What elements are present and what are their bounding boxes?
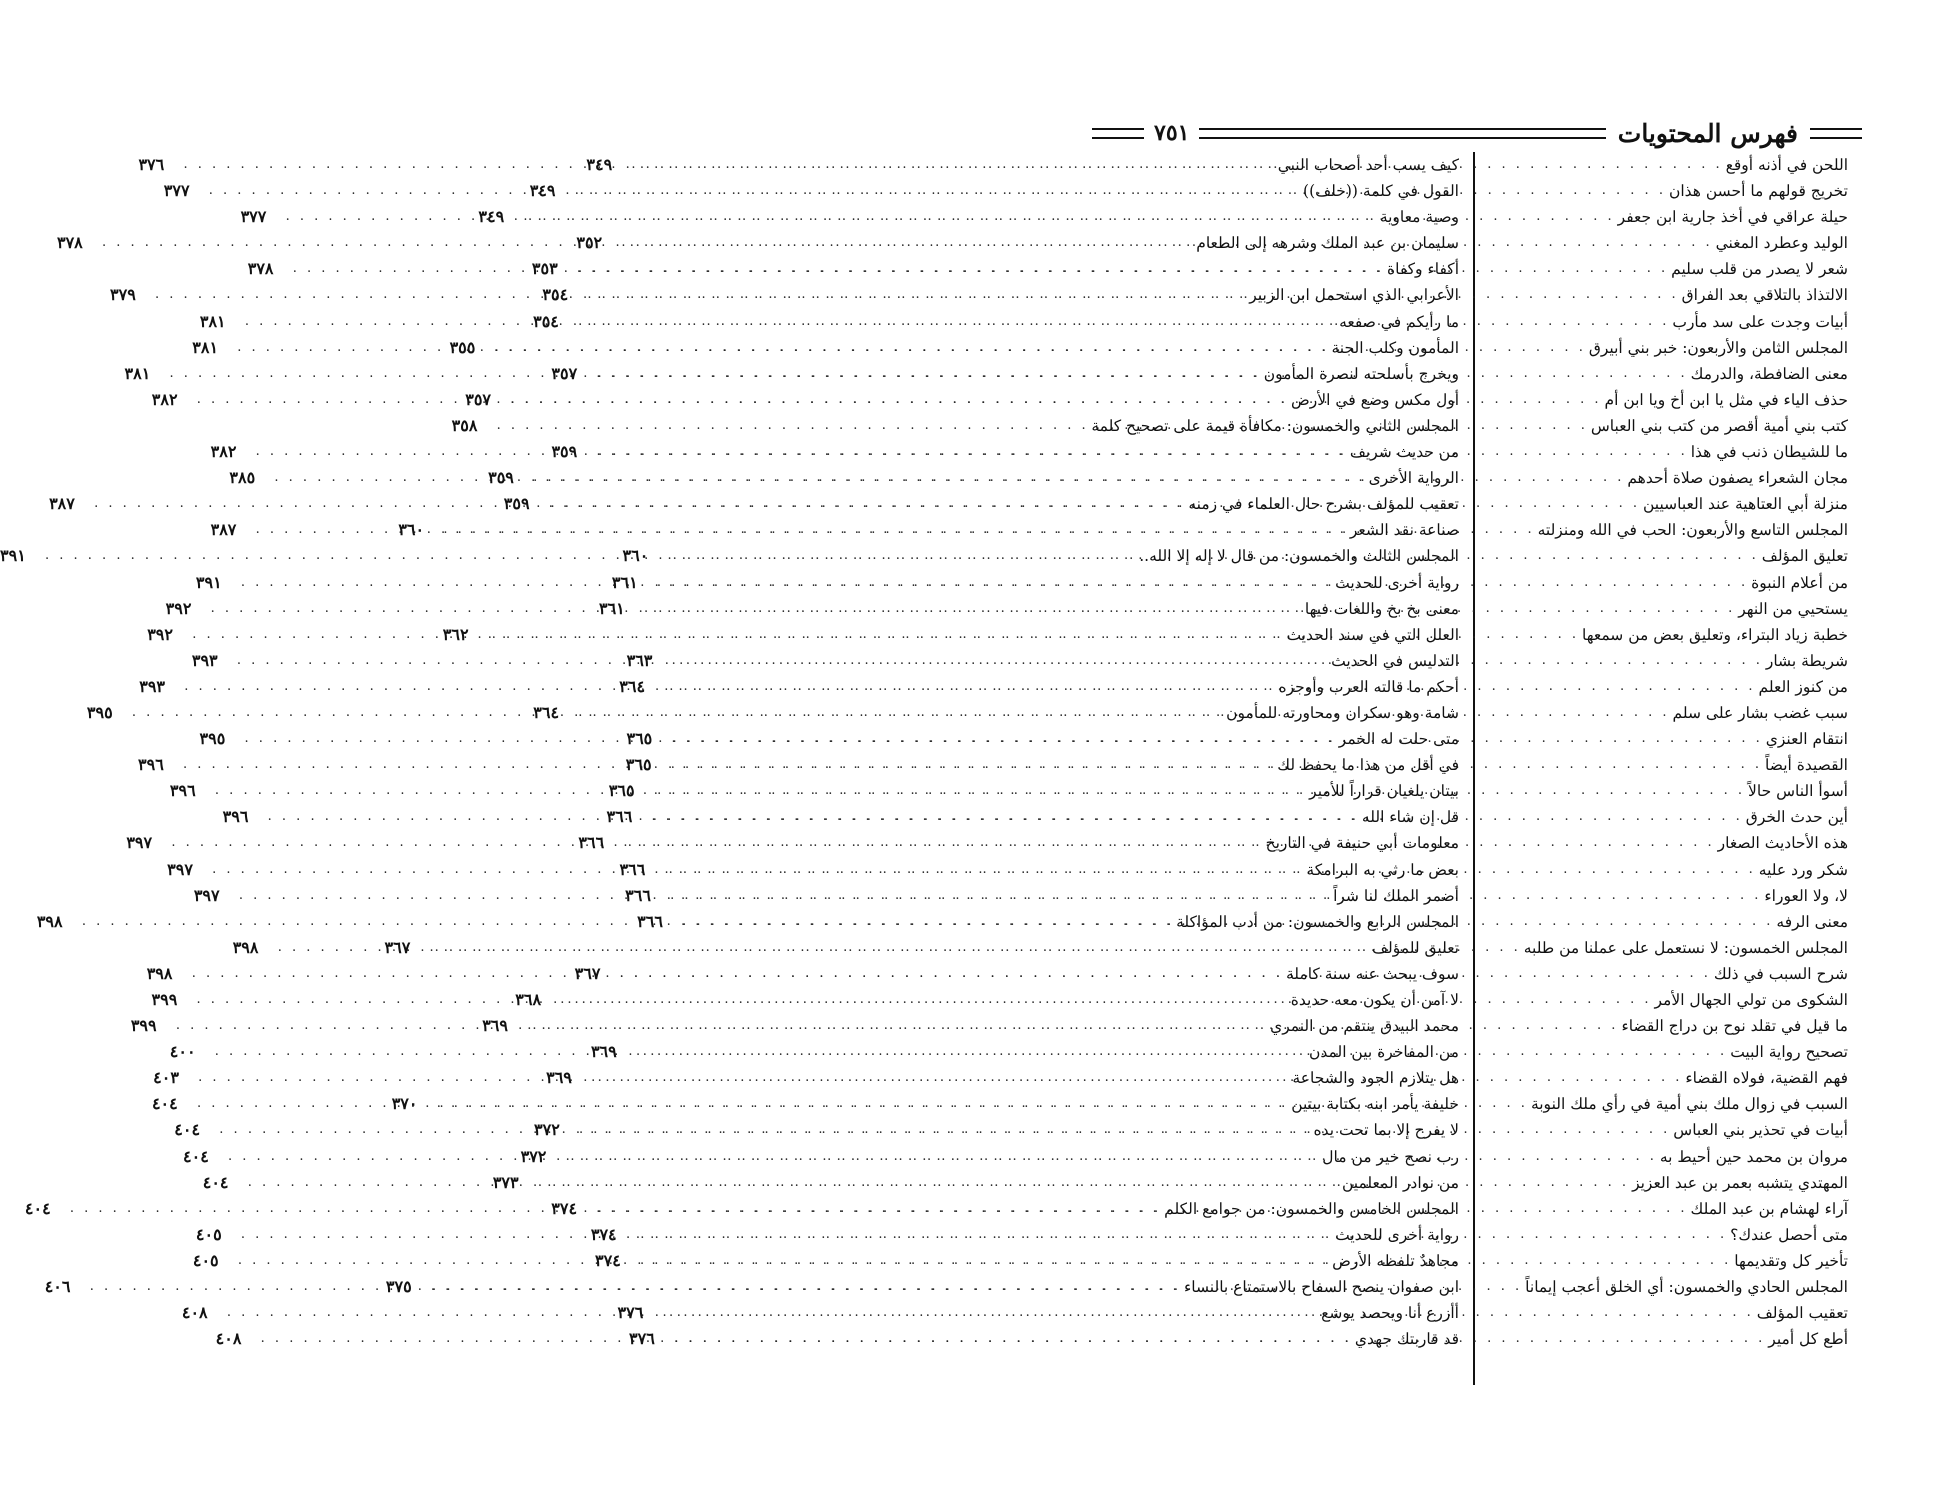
header-rule-middle	[1199, 128, 1605, 139]
toc-entry-title: وصية معاوية	[1379, 208, 1459, 227]
toc-entry-title: لا آمن أن يكون معه حديدة	[1290, 991, 1459, 1009]
toc-entry-page: ٣٥٢	[576, 233, 603, 253]
toc-entry-page: ٣٦٥	[625, 755, 652, 775]
toc-entry-title: شامة وهو سكران ومحاورته للمأمون	[1226, 703, 1459, 722]
toc-entry-page: ٣٥٨	[451, 415, 478, 435]
toc-entry-page: ٣٦٥	[626, 729, 653, 749]
toc-entry-title: شريطة بشار	[1765, 651, 1848, 670]
toc-entry-title: المجلس الرابع والخمسون: من أدب المؤاكلة	[1176, 912, 1459, 931]
toc-entry-title: لا، ولا العوراء	[1764, 886, 1848, 905]
toc-leader-dots	[42, 543, 1139, 569]
toc-leader-dots	[242, 726, 1339, 752]
toc-entry-title: مجاهدٌ تلفظه الأرض	[1332, 1251, 1459, 1270]
toc-entry-title: تعليق للمؤلف	[1371, 938, 1459, 957]
toc-leader-dots	[67, 1196, 1164, 1222]
toc-entry-page: ٤٠٥	[195, 1224, 222, 1244]
page-number: ٧٥١	[1154, 120, 1190, 146]
toc-entry-title: القصيدة أيضاً	[1765, 756, 1848, 775]
toc-entry-page: ٣٥٩	[488, 468, 514, 488]
toc-entry-page: ٣٧٩	[110, 285, 136, 305]
toc-entry-title: أأزرع أنا ويحصد يوشع	[1321, 1304, 1459, 1323]
toc-entry-page: ٣٦٦	[637, 911, 663, 931]
toc-entry-title: ما رأيكم في صفعه	[1339, 312, 1459, 331]
toc-entry-page: ٣٤٩	[529, 181, 556, 201]
toc-entry-title: هل يتلازم الجود والشجاعة	[1292, 1069, 1459, 1088]
toc-entry-title: الأعرابي الذي استحمل ابن الزبير	[1249, 286, 1459, 305]
toc-entry-page: ٤٠٥	[192, 1250, 219, 1270]
toc-entry-title: سوف يبحث عنه سنة كاملة	[1285, 964, 1459, 983]
toc-entry-page: ٣٧٦	[617, 1303, 644, 1323]
toc-entry-title: اللحن في أذنه أوقع	[1725, 156, 1848, 174]
toc-leader-dots	[242, 309, 1339, 335]
toc-entry-title: شرح السبب في ذلك	[1713, 964, 1848, 983]
toc-entry-title: من حديث شريف	[1349, 443, 1459, 462]
toc-entry-page: ٣٦٧	[574, 963, 601, 983]
toc-entry-page: ٤٠٤	[174, 1120, 201, 1140]
toc-entry-page: ٣٩٧	[126, 833, 153, 853]
toc-entry-title: السبب في زوال ملك بني أمية في رأي ملك النوبة	[1530, 1095, 1848, 1114]
toc-entry-page: ٣٦٩	[482, 1016, 508, 1036]
header-rule-right	[1810, 128, 1862, 139]
toc-entry-title: المجلس الثاني والخمسون: مكافأة قيمة على تصحيح كلمة	[1091, 416, 1459, 435]
toc-entry-title: لا يفرح إلا بما تحت يده	[1313, 1121, 1459, 1140]
toc-entry-page: ٣٦٠	[622, 546, 649, 566]
toc-entry-page: ٣٧٠	[391, 1094, 418, 1114]
toc-entry-page: ٣٤٩	[586, 155, 613, 174]
toc-entry-title: قد قاربتك جهدي	[1354, 1330, 1459, 1349]
toc-leader-dots	[238, 1222, 1335, 1248]
toc-entry-page: ٣٩٨	[232, 937, 259, 957]
toc-entry-page: ٣٩٩	[130, 1016, 157, 1036]
toc-entry-page: ٣٧٢	[534, 1120, 560, 1140]
toc-entry-page: ٣٨٥	[229, 468, 256, 488]
toc-entry-title: المهتدي يتشبه بعمر بن عبد العزيز	[1632, 1173, 1848, 1192]
toc-entry-page: ٣٩١	[0, 546, 26, 566]
toc-entry-page: ٣٦٧	[384, 937, 411, 957]
toc-entry-title: أسوأ الناس حالاً	[1748, 782, 1848, 801]
toc-entry-page: ٣٩٨	[146, 963, 173, 983]
toc-entry-page: ٤٠٤	[24, 1198, 51, 1218]
toc-columns	[0, 152, 1862, 1385]
toc-entry-page: ٣٦١	[598, 598, 625, 618]
toc-entry-page: ٣٩٧	[167, 859, 193, 879]
toc-leader-dots	[167, 361, 1264, 387]
toc-entry-page: ٣٦٤	[619, 676, 646, 696]
toc-entry-page: ٣٦٢	[442, 624, 469, 644]
toc-entry-title: أضمر الملك لنا شراً	[1333, 886, 1459, 905]
toc-entry-title: ابن صفوان ينصح السفاح بالاستمتاع بالنساء	[1183, 1278, 1459, 1297]
toc-leader-dots	[245, 1170, 1342, 1196]
toc-entry-title: رواية أخرى للحديث	[1335, 573, 1459, 592]
toc-entry-title: محمد البيدق ينتقم من النمري	[1270, 1017, 1459, 1036]
toc-entry-title: الشكوى من تولي الجهال الأمر	[1654, 991, 1848, 1009]
toc-entry-page: ٣٧٦	[138, 155, 165, 174]
toc-entry-page: ٣٦٥	[608, 781, 635, 801]
toc-leader-dots	[236, 883, 1333, 909]
toc-entry-page: ٣٦٦	[578, 833, 605, 853]
toc-entry-page: ٣٧٣	[492, 1172, 519, 1192]
toc-entry-page: ٣٥٥	[449, 337, 476, 357]
toc-entry-page: ٣٩١	[195, 572, 222, 592]
toc-leader-dots	[224, 1300, 1321, 1326]
toc-entry-title: حيلة عراقي في أخذ جارية ابن جعفر	[1617, 208, 1848, 227]
toc-entry-title: من نوادر المعلمين	[1341, 1173, 1459, 1192]
toc-leader-dots	[180, 152, 1277, 178]
toc-entry-page: ٣٥٤	[533, 311, 559, 331]
toc-entry-page: ٣٦٤	[533, 702, 560, 722]
toc-leader-dots	[253, 439, 1350, 465]
toc-leader-dots	[275, 935, 1372, 961]
toc-entry-page: ٣٦٦	[619, 859, 646, 879]
toc-entry-page: ٣٦٦	[606, 807, 633, 827]
toc-entry-page: ٣٩٦	[169, 781, 196, 801]
toc-entry-title: المجلس الخامس والخمسون: من جوامع الكلم	[1164, 1199, 1459, 1218]
toc-leader-dots	[206, 178, 1303, 204]
toc-leader-dots	[194, 987, 1291, 1013]
toc-entry-title: بعض ما رثي به البرامكة	[1306, 860, 1459, 879]
toc-entry-page: ٣٩٦	[138, 755, 164, 775]
toc-entry-page: ٣٧٥	[385, 1277, 412, 1297]
toc-entry-title: صناعة نقد الشعر	[1349, 521, 1459, 540]
toc-entry-page: ٣٨١	[124, 363, 151, 383]
toc-entry-title: تعليق المؤلف	[1761, 547, 1848, 566]
toc-entry-title: المجلس الحادي والخمسون: أي الخلق أعجب إيماناً	[1525, 1278, 1848, 1297]
toc-entry-title: معنى بخ بخ واللغات فيها	[1304, 599, 1459, 618]
toc-leader-dots	[208, 596, 1305, 622]
toc-entry-page: ٣٩٥	[199, 729, 226, 749]
toc-entry-title: سبب غضب بشار على سلم	[1672, 703, 1848, 722]
toc-leader-dots	[209, 857, 1306, 883]
toc-entry-title: شعر لا يصدر من قلب سليم	[1671, 260, 1848, 279]
toc-entry-title: التدليس في الحديث	[1331, 651, 1459, 670]
toc-entry-page: ٣٧٤	[551, 1198, 578, 1218]
toc-entry-title: أبيات وجدت على سد مأرب	[1672, 312, 1848, 331]
toc-entry-title: خطبة زياد البتراء، وتعليق بعض من سمعها	[1582, 625, 1848, 644]
toc-entry-title: في أقل من هذا ما يحفظ لك	[1277, 756, 1459, 775]
header-rule-left	[1092, 128, 1144, 139]
toc-entry-title: يستحيي من النهر	[1738, 599, 1848, 618]
toc-entry-title: بيتان يلغيان قراراً للأمير	[1309, 782, 1459, 801]
toc-entry-title: المجلس الثالث والخمسون: من قال لا إله إلا الله..	[1139, 547, 1459, 566]
toc-entry-title: الرواية الأخرى	[1368, 469, 1459, 488]
toc-entry-title: من المفاخرة بين المدن	[1309, 1043, 1459, 1062]
toc-entry-title: تأخير كل وتقديمها	[1734, 1251, 1848, 1270]
toc-leader-dots	[87, 1274, 1184, 1300]
toc-entry-page: ٣٩٧	[193, 885, 220, 905]
toc-entry-page: ٣٤٩	[478, 207, 505, 227]
toc-entry-title: قل إن شاء الله	[1361, 808, 1459, 827]
toc-leader-dots	[129, 700, 1226, 726]
toc-entry-title: أحكم ما قالته العرب وأوجزه	[1278, 677, 1459, 696]
toc-entry-page: ٣٦٠	[398, 520, 425, 540]
toc-leader-dots	[234, 648, 1331, 674]
toc-leader-dots	[234, 335, 1331, 361]
toc-entry-page: ٣٥٩	[503, 494, 530, 514]
toc-entry-title: من كنوز العلم	[1758, 677, 1848, 696]
toc-entry-page: ٣٨٧	[210, 520, 237, 540]
toc-entry-title: ويخرج بأسلحته لنصرة المأمون	[1263, 364, 1459, 383]
toc-entry-title: متى أحصل عندك؟	[1730, 1225, 1848, 1244]
toc-entry-title: المجلس الثامن والأربعون: خبر بني أبيرق	[1588, 338, 1848, 357]
toc-entry-title: أبيات في تحذير بني العباس	[1673, 1121, 1848, 1140]
toc-entry-title: آراء لهشام بن عبد الملك	[1690, 1199, 1848, 1218]
toc-entry-title: أطع كل أمير	[1768, 1330, 1848, 1349]
toc-entry-page: ٣٧٦	[629, 1329, 655, 1349]
toc-entry-page: ٣٦٦	[625, 885, 651, 905]
toc-leader-dots	[194, 387, 1291, 413]
toc-entry-title: تصحيح رواية البيت	[1730, 1043, 1848, 1062]
toc-entry-title: القول في كلمة ((خلف))	[1303, 182, 1459, 201]
toc-entry-title: مجان الشعراء يصفون صلاة أحدهم	[1627, 469, 1848, 488]
toc-leader-dots	[212, 1039, 1309, 1065]
toc-entry-title: تعقيب المؤلف	[1756, 1304, 1848, 1323]
toc-entry-page: ٣٦٨	[515, 990, 542, 1009]
toc-entry-title: تعقيب للمؤلف بشرح حال العلماء في زمنه	[1188, 495, 1459, 514]
toc-entry-page: ٣٨١	[199, 311, 226, 331]
toc-leader-dots	[194, 1091, 1291, 1117]
toc-entry-page: ٤٠٤	[183, 1146, 209, 1166]
toc-leader-dots	[195, 1065, 1292, 1091]
toc-entry-page: ٣٨٧	[49, 494, 75, 514]
toc-entry-page: ٣٥٧	[551, 363, 578, 383]
toc-entry-page: ٣٦١	[611, 572, 638, 592]
toc-entry-page: ٣٧٨	[56, 233, 83, 253]
toc-entry-page: ٣٦٩	[546, 1068, 572, 1088]
toc-entry-page: ٣٩٥	[86, 702, 113, 722]
toc-entry-page: ٣٩٢	[165, 598, 192, 618]
toc-leader-dots	[180, 752, 1277, 778]
toc-entry-page: ٣٦٩	[590, 1042, 617, 1062]
toc-leader-dots	[189, 961, 1286, 987]
toc-entry-title: منزلة أبي العتاهية عند العباسيين	[1643, 495, 1848, 514]
toc-leader-dots	[168, 830, 1265, 856]
toc-entry-title: معنى الضافطة، والدرمك	[1690, 364, 1848, 383]
toc-entry-title: مروان بن محمد حين أحيط به	[1659, 1147, 1848, 1166]
toc-entry-page: ٣٩٣	[191, 650, 218, 670]
toc-entry-title: حذف الياء في مثل يا ابن أخ ويا ابن أم	[1604, 390, 1848, 409]
toc-entry-title: ما قيل في تقلد نوح بن دراج القضاء	[1621, 1017, 1848, 1036]
toc-entry-title: العلل التي في سند الحديث	[1286, 625, 1459, 644]
toc-entry-page: ٣٨٢	[151, 389, 178, 409]
toc-entry-title: أول مكس وضع في الأرض	[1291, 390, 1459, 409]
toc-entry-page: ٣٨١	[192, 337, 219, 357]
toc-entry-page: ٣٧٤	[590, 1224, 617, 1244]
page-header	[1092, 116, 1862, 150]
toc-entry-page: ٤٠٤	[151, 1094, 178, 1114]
toc-entry-page: ٤٠٠	[169, 1042, 196, 1062]
toc-leader-dots	[238, 570, 1335, 596]
toc-entry-title: أين حدث الخرق	[1745, 808, 1848, 827]
toc-entry-page: ٣٧٢	[520, 1146, 547, 1166]
toc-entry-page: ٣٩٢	[147, 624, 173, 644]
toc-leader-dots	[152, 282, 1249, 308]
toc-entry-title: تخريج قولهم ما أحسن هذان	[1668, 182, 1848, 201]
toc-entry-title: كتب بني أمية أقصر من كتب بني العباس	[1590, 416, 1848, 435]
toc-entry-page: ٣٥٧	[465, 389, 492, 409]
toc-entry-page: ٣٩٣	[139, 676, 165, 696]
toc-leader-dots	[181, 674, 1278, 700]
toc-leader-dots	[216, 1117, 1313, 1143]
toc-entry-title: شكر ورد عليه	[1758, 860, 1848, 879]
toc-entry-title: المأمون وكلب الجنة	[1331, 338, 1459, 357]
toc-entry-title: المجلس الخمسون: لا نستعمل على عملنا من طلبه	[1523, 938, 1848, 957]
toc-leader-dots	[189, 622, 1286, 648]
toc-entry-page: ٣٧٧	[163, 181, 190, 201]
toc-entry	[1091, 413, 1459, 439]
toc-leader-dots	[91, 491, 1188, 517]
toc-leader-dots	[253, 517, 1350, 543]
toc-entry-page: ٤٠٦	[44, 1277, 71, 1297]
toc-leader-dots	[79, 909, 1176, 935]
toc-entry-title: معلومات أبي حنيفة في التاريخ	[1265, 834, 1459, 853]
toc-entry-page: ٣٧٧	[240, 207, 267, 227]
toc-entry-title: معنى الرفه	[1776, 912, 1848, 931]
page-title: فهرس المحتويات	[1617, 118, 1798, 148]
toc-entry-title: رواية أخرى للحديث	[1335, 1225, 1459, 1244]
toc-entry-title: سليمان بن عبد الملك وشرهه إلى الطعام	[1196, 234, 1459, 253]
toc-entry-page: ٣٦٣	[626, 650, 653, 670]
toc-entry-page: ٣٩٦	[222, 807, 249, 827]
toc-entry-title: متى حلت له الخمر	[1338, 730, 1459, 749]
toc-entry-title: الوليد وعطرد المغني	[1715, 234, 1848, 253]
toc-entry-page: ٣٥٤	[542, 285, 569, 305]
toc-leader-dots	[212, 778, 1309, 804]
toc-entry-title: ما للشيطان ذنب في هذا	[1690, 443, 1848, 462]
toc-entry-title: كيف يسب أحد أصحاب النبي	[1277, 156, 1459, 174]
toc-entry-page: ٤٠٤	[202, 1172, 229, 1192]
toc-entry-page: ٤٠٣	[153, 1068, 179, 1088]
toc-leader-dots	[290, 256, 1387, 282]
toc-leader-dots	[283, 204, 1380, 230]
toc-entry-title: انتقام العنزي	[1765, 730, 1848, 749]
toc-leader-dots	[99, 230, 1196, 256]
toc-entry-page: ٣٥٣	[531, 259, 558, 279]
toc-entry-page: ٣٩٩	[151, 990, 178, 1009]
toc-entry-title: خليفة يأمر ابنه بكتابة بيتين	[1291, 1095, 1459, 1114]
toc-leader-dots	[265, 804, 1362, 830]
toc-entry-title: هذه الأحاديث الصغار	[1717, 834, 1848, 853]
toc-entry-title: المجلس التاسع والأربعون: الحب في الله ومنزلته	[1537, 521, 1848, 540]
toc-entry-title: الالتذاذ بالتلاقي بعد الفراق	[1681, 286, 1848, 305]
toc-entry-page: ٣٩٨	[36, 911, 63, 931]
toc-entry-title: أكفاء وكفاة	[1386, 260, 1459, 279]
toc-leader-dots	[271, 465, 1368, 491]
toc-leader-dots	[225, 1144, 1322, 1170]
toc-leader-dots	[173, 1013, 1270, 1039]
toc-entry-title: رب نصح خير من مال	[1322, 1147, 1459, 1166]
toc-entry-page: ٣٨٢	[210, 442, 237, 462]
toc-entry-page: ٣٧٤	[595, 1250, 621, 1270]
toc-leader-dots	[235, 1248, 1332, 1274]
toc-entry-title: من أعلام النبوة	[1751, 573, 1848, 592]
toc-entry-title: فهم القضية، فولاه القضاء	[1685, 1069, 1848, 1088]
toc-leader-dots	[258, 1326, 1355, 1352]
toc-entry-page: ٣٧٨	[247, 259, 274, 279]
toc-entry-page: ٤٠٨	[181, 1303, 208, 1323]
toc-entry-page: ٣٥٩	[551, 442, 578, 462]
toc-entry-page: ٤٠٨	[215, 1329, 242, 1349]
